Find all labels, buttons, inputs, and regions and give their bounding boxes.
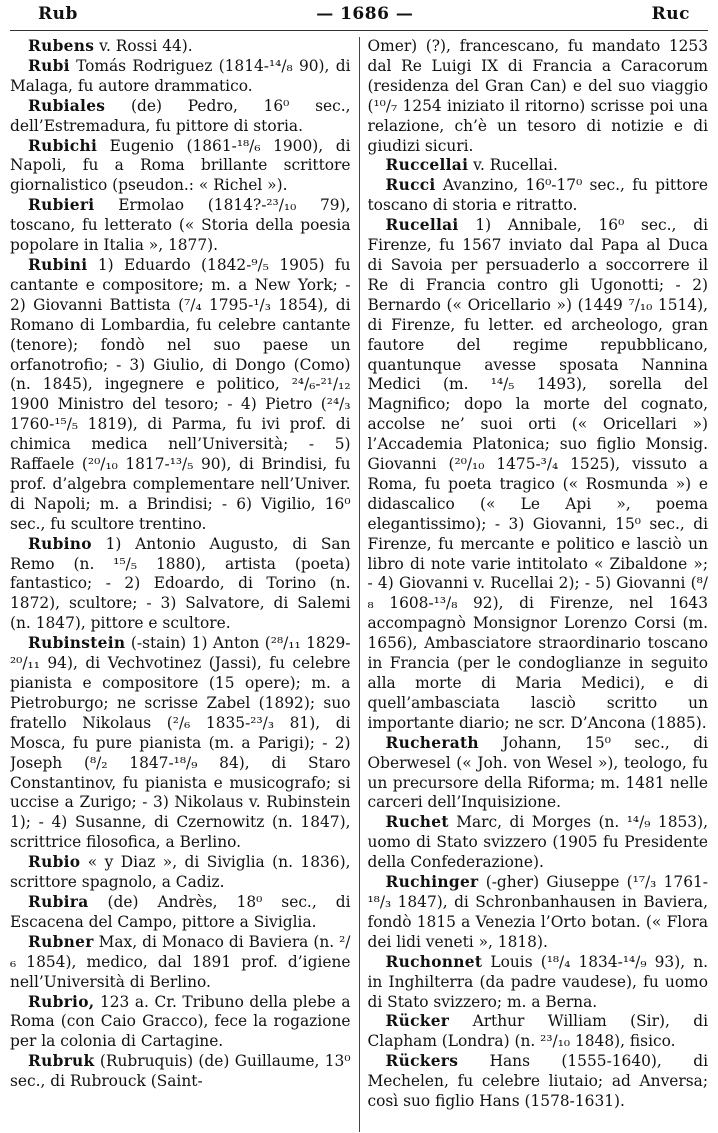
entry-text: v. Rossi 44). [94, 37, 193, 55]
entry-text: (-gher) Giuseppe (¹⁷/₃ 1761-¹⁸/₃ 1847), di Schronbanhausen in Baviera, fondò 1815 a Venezia l’Orto botan. (« Flora dei lidi veneti », 1818). [367, 873, 708, 951]
entry-text: Omer) (?), francescano, fu mandato 1253 dal Re Luigi IX di Francia a Caracorum (residenza del Gran Can) e del suo viaggio (¹⁰/₇ 1254 iniziato il ritorno) scrisse poi una relazione, ch’è un tesoro di notizie e di giudizi sicuri. [367, 37, 708, 155]
dictionary-entry [368, 1052, 709, 1112]
entry-text: Max, di Monaco di Baviera (n. ²/₆ 1854), medico, dal 1891 prof. d’igiene nell’Università di Berlino. [10, 932, 351, 991]
entry-headword: Rückers [385, 1052, 459, 1071]
entry-text: (-stain) 1) Anton (²⁸/₁₁ 1829-²⁰/₁₁ 94), di Vechvotinez (Jassi), fu celebre pianista e compositore (15 opere); m. a Pietroburgo; ne scrisse Zabel (1892); suo fratello Nikolaus (²/₆ 1835-²³/₃ 81), di Mosca, fu pure pianista (m. a Parigi); - 2) Joseph (⁸/₂ 1847-¹⁸/₉ 84), di Staro Constantinov, fu pianista e musicografo; si uccise a Zurigo; - 3) Nikolaus v. Rubinstein 1); - 4) Susanne, di Czernowitz (n. 1847), scrittrice filosofica, a Berlino. [10, 634, 351, 852]
running-header [10, 4, 708, 31]
entry-headword: Rucherath [385, 733, 479, 752]
entry-headword: Rubino [28, 534, 92, 553]
dictionary-entry [10, 535, 351, 635]
entry-text: Avanzino, 16⁰-17⁰ sec., fu pittore toscano di storia e ritratto. [367, 176, 708, 215]
entry-text: Ermolao (1814?-²³/₁₀ 79), toscano, fu letterato (« Storia della poesia popolare in Italia », 1877). [10, 196, 351, 255]
entry-text: v. Rucellai. [468, 156, 558, 175]
dictionary-entry [368, 953, 709, 1013]
entry-text: 1) Annibale, 16⁰ sec., di Firenze, fu 1567 inviato dal Papa al Duca di Savoia per persuaderlo a soccorrere il Re di Francia contro gli Ugonotti; - 2) Bernardo (« Oricellario ») (1449 ⁷/₁₀ 1514), di Firenze, fu letter. ed archeologo, gran fautore del regime repubblicano, quantunque avesse sposata Nannina Medici (m. ¹⁴/₅ 1493), sorella del Magnifico; dopo la morte del cognato, accolse ne’ suoi orti (« Oricellari ») l’Accademia Platonica; suo figlio Monsig. Giovanni (²⁰/₁₀ 1475-³/₄ 1525), vissuto a Roma, fu poeta tragico (« Rosmunda ») e didascalico (« Le Api », poema elegantissimo); - 3) Giovanni, 15⁰ sec., di Firenze, fu mercante e politico e lasciò un libro di note varie intitolato « Zibaldone »; - 4) Giovanni v. Rucellai 2); - 5) Giovanni (⁸/₈ 1608-¹³/₈ 92), di Firenze, nel 1643 accompagnò Monsignor Lorenzo Corsi (m. 1656), Ambasciatore straordinario toscano in Francia (per le condoglianze in seguito alla morte di Maria Medici), e di quell’ambasciata lasciò scritto un importante diario; ne scr. D’Ancona (1885). [367, 216, 708, 732]
entry-text: Tomás Rodriguez (1814-¹⁴/₈ 90), di Malaga, fu autore drammatico. [10, 56, 351, 95]
dictionary-entry [10, 57, 351, 97]
header-right-guide-word: Ruc [651, 4, 690, 24]
entry-text: 1) Antonio Augusto, di San Remo (n. ¹⁵/₅ 1880), artista (poeta) fantastico; - 2) Edoardo, di Torino (n. 1872), scultore; - 3) Salvatore, di Salemi (n. 1847), pittore e scultore. [10, 534, 351, 633]
entry-headword: Rucci [385, 176, 436, 195]
dictionary-entry [368, 813, 709, 873]
entry-headword: Ruchonnet [385, 952, 483, 971]
entry-headword: Ruccellai [385, 156, 469, 175]
entry-headword: Rubio [28, 853, 81, 872]
dictionary-entry [10, 853, 351, 893]
dictionary-entry [10, 634, 351, 853]
dictionary-entry [368, 216, 709, 734]
entry-headword: Rubiales [28, 96, 106, 115]
header-left-guide-word: Rub [38, 4, 78, 24]
entry-headword: Rucellai [385, 216, 459, 235]
dictionary-entry [10, 97, 351, 137]
dictionary-entry [10, 893, 351, 933]
entry-text: (Rubruquis) (de) Guillaume, 13⁰ sec., di Rubrouck (Saint- [10, 1052, 351, 1091]
entry-text: (de) Andrès, 18⁰ sec., di Escacena del Campo, pittore a Siviglia. [10, 892, 351, 931]
dictionary-entry [10, 196, 351, 256]
entry-headword: Rubichi [28, 136, 98, 155]
entry-text: Marc, di Morges (n. ¹⁴/₉ 1853), uomo di Stato svizzero (1905 fu Presidente della Confederazione). [367, 813, 708, 872]
dictionary-entry [368, 156, 709, 176]
dictionary-entry [368, 37, 709, 156]
dictionary-entry [10, 993, 351, 1053]
dictionary-entry [368, 873, 709, 953]
entry-text: 1) Eduardo (1842-⁹/₅ 1905) fu cantante e compositore; m. a New York; - 2) Giovanni Battista (⁷/₄ 1795-¹/₃ 1854), di Romano di Lombardia, fu celebre cantante (tenore); fondò nel suo paese un orfanotrofio; - 3) Giulio, di Dongo (Como) (n. 1845), ingegnere e politico, ²⁴/₆-²¹/₁₂ 1900 Ministro del tesoro; - 4) Pietro (²⁴/₃ 1760-¹⁵/₅ 1819), di Parma, fu ivi prof. di chimica medica nell’Università; - 5) Raffaele (²⁰/₁₀ 1817-¹³/₅ 90), di Brindisi, fu prof. d’algebra complementare nell’Univer. di Napoli; m. a Brindisi; - 6) Vigilio, 16⁰ sec., fu scultore trentino. [10, 255, 351, 533]
entry-text: 123 a. Cr. Tribuno della plebe a Roma (con Caio Gracco), fece la rogazione per la colonia di Cartagine. [10, 992, 351, 1051]
entry-text: Arthur William (Sir), di Clapham (Londra) (n. ²³/₁₀ 1848), fisico. [367, 1012, 708, 1051]
dictionary-entry [10, 137, 351, 197]
dictionary-entry [10, 256, 351, 535]
entry-text: Johann, 15⁰ sec., di Oberwesel (« Joh. von Wesel »), teologo, fu un precursore della Riforma; m. 1481 nelle carceri dell’Inquisizione. [367, 733, 708, 812]
entry-text: Hans (1555-1640), di Mechelen, fu celebre liutaio; ad Anversa; così suo figlio Hans (1578-1631). [367, 1052, 708, 1111]
right-column [359, 37, 709, 1132]
entry-headword: Rubens [28, 37, 95, 55]
dictionary-entry [368, 176, 709, 216]
entry-headword: Rubieri [28, 196, 95, 215]
dictionary-entry [10, 933, 351, 993]
entry-headword: Rubrio, [28, 992, 95, 1011]
entry-headword: Rubruk [28, 1052, 95, 1071]
entry-headword: Ruchet [385, 813, 449, 832]
dictionary-entry [10, 1052, 351, 1092]
entry-headword: Rücker [385, 1012, 450, 1031]
text-columns [10, 37, 708, 1132]
entry-headword: Rubini [28, 255, 88, 274]
dictionary-entry [10, 37, 351, 57]
entry-text: « y Diaz », di Siviglia (n. 1836), scrittore spagnolo, a Cadiz. [10, 853, 351, 892]
entry-text: (de) Pedro, 16⁰ sec., dell’Estremadura, fu pittore di storia. [10, 96, 351, 135]
entry-headword: Rubner [28, 932, 94, 951]
left-column [10, 37, 359, 1132]
entry-text: Eugenio (1861-¹⁸/₆ 1900), di Napoli, fu a Roma brillante scrittore giornalistico (pseudon.: « Richel »). [10, 136, 351, 195]
entry-text: Louis (¹⁸/₄ 1834-¹⁴/₉ 93), n. in Inghilterra (da padre vaudese), fu uomo di Stato svizzero; m. a Berna. [367, 952, 708, 1011]
entry-headword: Rubira [28, 892, 89, 911]
dictionary-entry [368, 1012, 709, 1052]
dictionary-entry [368, 734, 709, 814]
entry-headword: Ruchinger [385, 873, 479, 892]
entry-headword: Rubi [28, 56, 70, 75]
page-number: — 1686 — [316, 4, 414, 24]
entry-headword: Rubinstein [28, 634, 126, 653]
